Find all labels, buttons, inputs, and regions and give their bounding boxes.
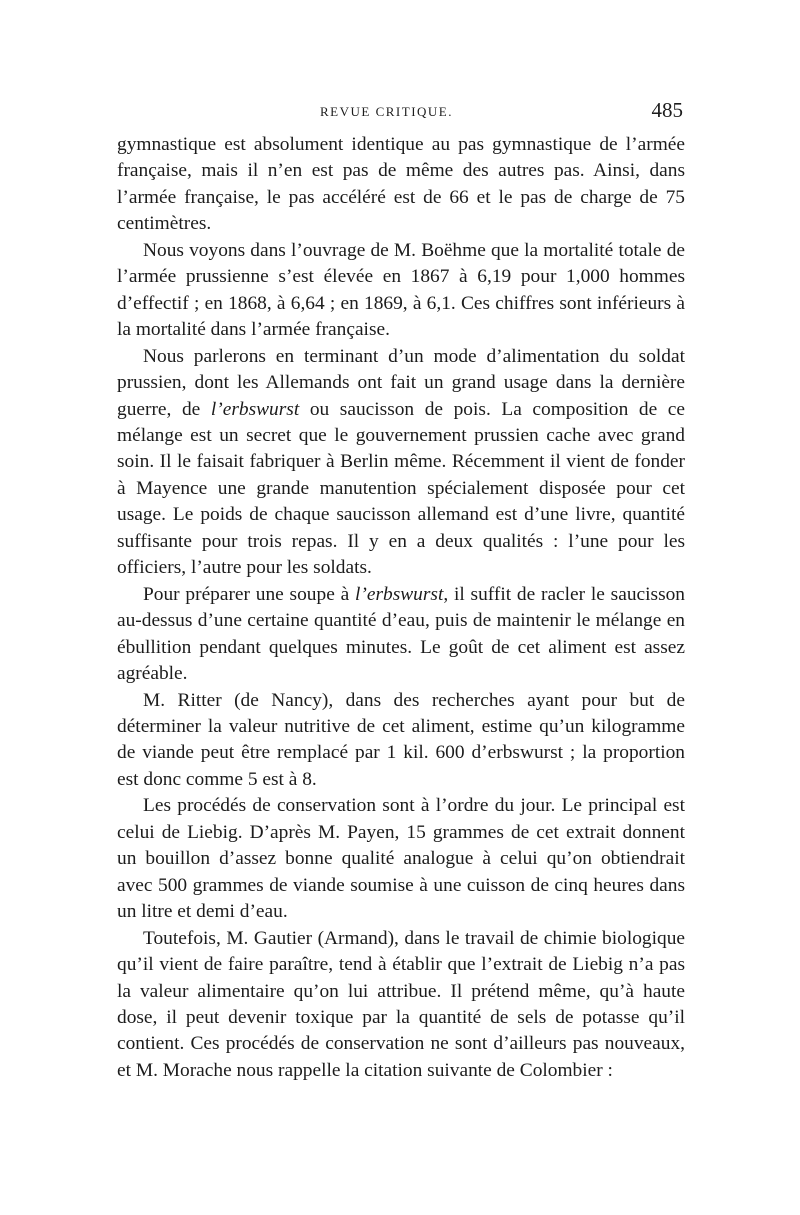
body-text bbox=[117, 132, 685, 1084]
running-title: REVUE CRITIQUE. bbox=[320, 104, 453, 119]
text-segment: Pour préparer une soupe à bbox=[143, 583, 355, 605]
paragraph-soup-preparation bbox=[117, 582, 685, 688]
page-header bbox=[117, 98, 685, 132]
paragraph-continuation: gymnastique est absolument identique au pas gymnastique de l’armée française, mais il n’en est pas de même des autres pas. Ainsi, dans l’armée française, le pas accéléré est de 66 et le pas de charge de 75 centimètres. bbox=[117, 134, 685, 235]
paragraph-mortality: Nous voyons dans l’ouvrage de M. Boëhme que la mortalité totale de l’armée prussienne s’est élevée en 1867 à 6,19 pour 1,000 hommes d’effectif ; en 1868, à 6,64 ; en 1869, à 6,1. Ces chiffres sont inférieurs à la mortalité dans l’armée française. bbox=[117, 239, 685, 341]
paragraph-erbswurst-intro bbox=[117, 344, 685, 582]
paragraph-ritter: M. Ritter (de Nancy), dans des recherches ayant pour but de déterminer la valeur nutritive de cet aliment, estime qu’un kilogramme de viande peut être remplacé par 1 kil. 600 d’erbswurst ; la proportion est donc comme 5 est à 8. bbox=[117, 689, 685, 790]
paragraph-gautier: Toutefois, M. Gautier (Armand), dans le travail de chimie biologique qu’il vient de faire paraître, tend à établir que l’extrait de Liebig n’a pas la valeur alimentaire qu’on lui attribue. Il prétend même, qu’à haute dose, il peut devenir toxique par la quantité de sels de potasse qu’il contient. Ces procédés de conservation ne sont d’ailleurs pas nouveaux, et M. Morache nous rappelle la citation suivante de Colombier : bbox=[117, 927, 685, 1081]
book-page bbox=[117, 98, 685, 1084]
text-segment: , il suffit de racler le saucisson au-dessus d’une certaine quantité d’eau, puis de maintenir le mélange en ébullition pendant quelques minutes. Le goût de cet aliment est assez agréable. bbox=[117, 583, 686, 685]
term-segment: erbswurst bbox=[222, 398, 300, 420]
article-segment: l’ bbox=[354, 583, 367, 605]
italic-term bbox=[211, 399, 299, 420]
text-segment: Nous parlerons en terminant d’un mode d’alimentation du soldat prussien, dont les Allemands ont fait un grand usage dans la dernière guerre, de bbox=[117, 345, 685, 420]
term-segment: erbswurst bbox=[366, 583, 444, 605]
paragraph-conservation: Les procédés de conservation sont à l’ordre du jour. Le principal est celui de Liebig. D’après M. Payen, 15 grammes de cet extrait donnent un bouillon d’assez bonne qualité analogue à celui qu’on obtiendrait avec 500 grammes de viande soumise à une cuisson de cinq heures dans un litre et demi d’eau. bbox=[117, 795, 685, 923]
article-segment: l’ bbox=[210, 398, 223, 420]
page-number: 485 bbox=[651, 98, 683, 122]
italic-term bbox=[355, 584, 443, 605]
text-segment: ou saucisson de pois. La composition de ce mélange est un secret que le gouvernement prussien cache avec grand soin. Il le faisait fabriquer à Berlin même. Récemment il vient de fonder à Mayence une grande manutention spécialement disposée pour cet usage. Le poids de chaque saucisson allemand est d’une livre, quantité suffisante pour trois repas. Il y en a deux qualités : l’une pour les officiers, l’autre pour les soldats. bbox=[117, 398, 685, 579]
